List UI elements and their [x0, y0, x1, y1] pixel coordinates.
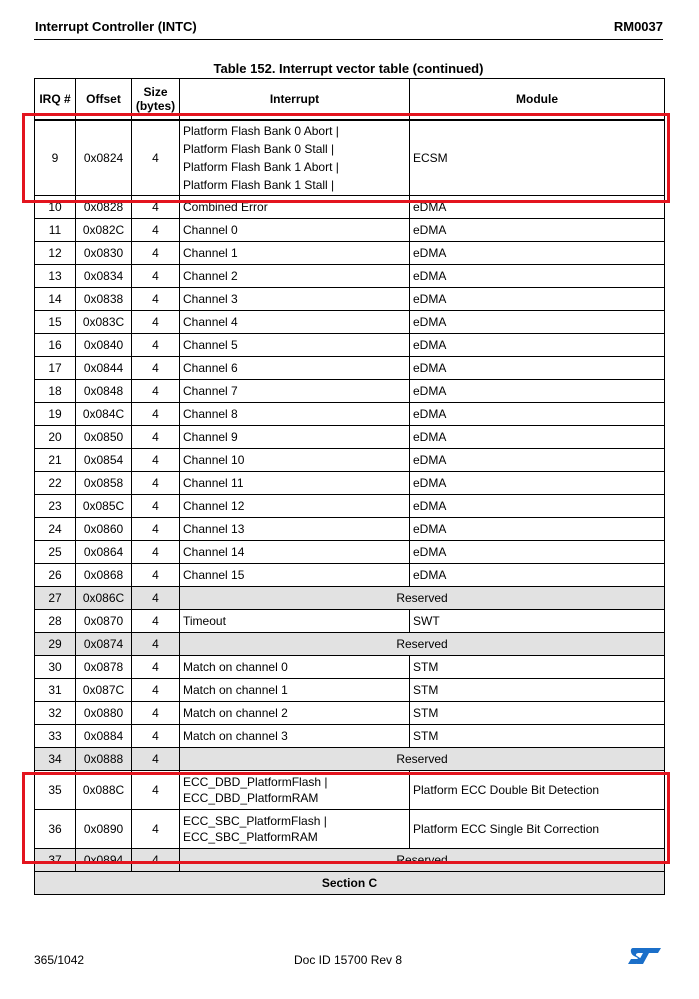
cell-offset: 0x082C [76, 219, 132, 242]
header-rule [34, 39, 663, 40]
cell-interrupt [180, 380, 410, 403]
cell-irq: 37 [35, 849, 76, 872]
cell-irq: 36 [35, 810, 76, 849]
cell-interrupt [180, 449, 410, 472]
interrupt-line: Platform Flash Bank 1 Stall | [183, 178, 335, 192]
cell-interrupt [180, 656, 410, 679]
cell-offset: 0x086C [76, 587, 132, 610]
cell-size: 4 [132, 288, 180, 311]
cell-module: STM [410, 656, 665, 679]
col-irq-header: IRQ # [35, 79, 76, 121]
interrupt-line: Match on channel 1 [183, 682, 288, 697]
cell-offset: 0x0878 [76, 656, 132, 679]
interrupt-line: Channel 8 [183, 406, 238, 421]
cell-module: eDMA [410, 495, 665, 518]
cell-module: ECSM [410, 120, 665, 196]
footer-page-number: 365/1042 [34, 953, 85, 967]
cell-offset: 0x0830 [76, 242, 132, 265]
cell-irq: 33 [35, 725, 76, 748]
cell-offset: 0x0884 [76, 725, 132, 748]
interrupt-line: Channel 13 [183, 521, 245, 536]
cell-size: 4 [132, 656, 180, 679]
cell-size: 4 [132, 610, 180, 633]
col-size-line1: Size [143, 85, 168, 99]
cell-module: STM [410, 725, 665, 748]
cell-irq: 12 [35, 242, 76, 265]
cell-offset: 0x084C [76, 403, 132, 426]
highlight-box-irq35-36 [22, 772, 670, 864]
cell-offset: 0x085C [76, 495, 132, 518]
table-row [35, 449, 665, 472]
cell-irq: 15 [35, 311, 76, 334]
cell-module: Platform ECC Double Bit Detection [410, 771, 665, 810]
interrupt-line: Match on channel 2 [183, 705, 288, 720]
cell-module: eDMA [410, 357, 665, 380]
cell-module: eDMA [410, 380, 665, 403]
cell-interrupt [180, 472, 410, 495]
cell-offset: 0x0858 [76, 472, 132, 495]
cell-size: 4 [132, 472, 180, 495]
cell-module: Platform ECC Single Bit Correction [410, 810, 665, 849]
cell-module: eDMA [410, 403, 665, 426]
cell-size: 4 [132, 587, 180, 610]
table-row [35, 518, 665, 541]
cell-reserved: Reserved [180, 748, 665, 771]
cell-offset: 0x0880 [76, 702, 132, 725]
table-row [35, 426, 665, 449]
interrupt-line: Combined Error [183, 199, 268, 214]
cell-irq: 32 [35, 702, 76, 725]
cell-size: 4 [132, 748, 180, 771]
cell-module: eDMA [410, 219, 665, 242]
cell-size: 4 [132, 518, 180, 541]
cell-offset: 0x0834 [76, 265, 132, 288]
header-section-title: Interrupt Controller (INTC) [35, 19, 197, 34]
table-row [35, 564, 665, 587]
cell-offset: 0x0840 [76, 334, 132, 357]
cell-interrupt [180, 311, 410, 334]
cell-interrupt [180, 725, 410, 748]
cell-irq: 25 [35, 541, 76, 564]
cell-module: eDMA [410, 472, 665, 495]
cell-interrupt [180, 610, 410, 633]
cell-size: 4 [132, 120, 180, 196]
cell-irq: 11 [35, 219, 76, 242]
section-row [35, 872, 665, 895]
cell-module: STM [410, 679, 665, 702]
interrupt-line: ECC_SBC_PlatformRAM [183, 830, 318, 844]
cell-module: eDMA [410, 334, 665, 357]
cell-size: 4 [132, 219, 180, 242]
table-row [35, 748, 665, 771]
table-row [35, 656, 665, 679]
cell-size: 4 [132, 679, 180, 702]
cell-offset: 0x0864 [76, 541, 132, 564]
cell-offset: 0x0854 [76, 449, 132, 472]
cell-irq: 34 [35, 748, 76, 771]
table-row [35, 541, 665, 564]
cell-irq: 20 [35, 426, 76, 449]
interrupt-line: Platform Flash Bank 0 Stall | [183, 142, 335, 156]
col-size-line2: (bytes) [135, 99, 176, 113]
cell-interrupt [180, 679, 410, 702]
cell-irq: 28 [35, 610, 76, 633]
interrupt-line: Match on channel 0 [183, 659, 288, 674]
cell-interrupt [180, 426, 410, 449]
interrupt-line: Channel 12 [183, 498, 245, 513]
cell-size: 4 [132, 380, 180, 403]
cell-size: 4 [132, 449, 180, 472]
cell-size: 4 [132, 265, 180, 288]
cell-size: 4 [132, 495, 180, 518]
footer-doc-id: Doc ID 15700 Rev 8 [294, 953, 403, 967]
cell-offset: 0x0870 [76, 610, 132, 633]
cell-size: 4 [132, 564, 180, 587]
cell-offset: 0x088C [76, 771, 132, 810]
table-row [35, 702, 665, 725]
cell-irq: 10 [35, 196, 76, 219]
cell-size: 4 [132, 426, 180, 449]
cell-size: 4 [132, 196, 180, 219]
cell-irq: 24 [35, 518, 76, 541]
cell-module: eDMA [410, 564, 665, 587]
cell-irq: 35 [35, 771, 76, 810]
cell-size: 4 [132, 810, 180, 849]
cell-irq: 18 [35, 380, 76, 403]
cell-size: 4 [132, 725, 180, 748]
interrupt-line: Channel 6 [183, 360, 238, 375]
cell-offset: 0x0868 [76, 564, 132, 587]
cell-irq: 30 [35, 656, 76, 679]
cell-reserved: Reserved [180, 633, 665, 656]
st-logo-icon [627, 946, 663, 966]
interrupt-line: Platform Flash Bank 1 Abort | [183, 160, 339, 174]
cell-interrupt [180, 541, 410, 564]
cell-size: 4 [132, 242, 180, 265]
table-row [35, 265, 665, 288]
cell-module: eDMA [410, 288, 665, 311]
cell-module: eDMA [410, 449, 665, 472]
cell-irq: 29 [35, 633, 76, 656]
cell-module: SWT [410, 610, 665, 633]
cell-interrupt [180, 265, 410, 288]
cell-offset: 0x0824 [76, 120, 132, 196]
table-row [35, 472, 665, 495]
cell-offset: 0x0850 [76, 426, 132, 449]
cell-interrupt [180, 702, 410, 725]
cell-module: eDMA [410, 541, 665, 564]
interrupt-line: Channel 9 [183, 429, 238, 444]
interrupt-line: Channel 2 [183, 268, 238, 283]
cell-size: 4 [132, 334, 180, 357]
interrupt-line: Match on channel 3 [183, 728, 288, 743]
cell-irq: 31 [35, 679, 76, 702]
interrupt-line: Channel 7 [183, 383, 238, 398]
table-row [35, 219, 665, 242]
interrupt-line: Platform Flash Bank 0 Abort | [183, 124, 339, 138]
cell-offset: 0x0844 [76, 357, 132, 380]
interrupt-line: Channel 15 [183, 567, 245, 582]
col-offset-header: Offset [76, 79, 132, 121]
cell-irq: 22 [35, 472, 76, 495]
cell-offset: 0x0888 [76, 748, 132, 771]
table-row [35, 679, 665, 702]
table-row [35, 725, 665, 748]
cell-size: 4 [132, 541, 180, 564]
cell-interrupt [180, 403, 410, 426]
table-row [35, 288, 665, 311]
interrupt-line: ECC_DBD_PlatformFlash | [183, 775, 328, 789]
table-row [35, 587, 665, 610]
cell-irq: 17 [35, 357, 76, 380]
cell-irq: 23 [35, 495, 76, 518]
interrupt-line: Timeout [183, 613, 226, 628]
cell-interrupt [180, 334, 410, 357]
cell-irq: 13 [35, 265, 76, 288]
cell-offset: 0x0890 [76, 810, 132, 849]
cell-offset: 0x0848 [76, 380, 132, 403]
cell-size: 4 [132, 633, 180, 656]
cell-irq: 9 [35, 120, 76, 196]
cell-interrupt [180, 219, 410, 242]
interrupt-line: Channel 0 [183, 222, 238, 237]
cell-offset: 0x0874 [76, 633, 132, 656]
cell-size: 4 [132, 771, 180, 810]
cell-interrupt [180, 288, 410, 311]
cell-module: eDMA [410, 426, 665, 449]
table-row [35, 610, 665, 633]
cell-irq: 21 [35, 449, 76, 472]
cell-size: 4 [132, 702, 180, 725]
cell-size: 4 [132, 311, 180, 334]
table-row [35, 242, 665, 265]
interrupt-line: Channel 14 [183, 544, 245, 559]
cell-size: 4 [132, 357, 180, 380]
interrupt-line: Channel 3 [183, 291, 238, 306]
table-row [35, 311, 665, 334]
cell-interrupt [180, 495, 410, 518]
cell-irq: 19 [35, 403, 76, 426]
cell-reserved: Reserved [180, 849, 665, 872]
table-row [35, 334, 665, 357]
interrupt-line: Channel 4 [183, 314, 238, 329]
table-row [35, 633, 665, 656]
cell-module: eDMA [410, 196, 665, 219]
interrupt-line: ECC_DBD_PlatformRAM [183, 791, 319, 805]
section-label: Section C [35, 872, 665, 895]
col-interrupt-header: Interrupt [180, 79, 410, 121]
cell-module: eDMA [410, 242, 665, 265]
cell-module: STM [410, 702, 665, 725]
cell-size: 4 [132, 403, 180, 426]
cell-offset: 0x083C [76, 311, 132, 334]
interrupt-line: Channel 1 [183, 245, 238, 260]
cell-offset: 0x0838 [76, 288, 132, 311]
table-row [35, 380, 665, 403]
cell-module: eDMA [410, 518, 665, 541]
table-row [35, 495, 665, 518]
table-row [35, 357, 665, 380]
header-doc-code: RM0037 [613, 19, 663, 34]
cell-module: eDMA [410, 265, 665, 288]
highlight-box-irq9 [22, 113, 670, 203]
table-row [35, 403, 665, 426]
cell-reserved: Reserved [180, 587, 665, 610]
cell-irq: 27 [35, 587, 76, 610]
cell-module: eDMA [410, 311, 665, 334]
cell-interrupt [180, 357, 410, 380]
cell-interrupt [180, 564, 410, 587]
interrupt-line: Channel 10 [183, 452, 245, 467]
cell-offset: 0x0894 [76, 849, 132, 872]
cell-irq: 16 [35, 334, 76, 357]
interrupt-line: Channel 11 [183, 475, 244, 490]
cell-interrupt [180, 242, 410, 265]
cell-offset: 0x0860 [76, 518, 132, 541]
table-title: Table 152. Interrupt vector table (continued) [213, 61, 484, 76]
interrupt-line: ECC_SBC_PlatformFlash | [183, 814, 327, 828]
cell-interrupt [180, 518, 410, 541]
interrupt-line: Channel 5 [183, 337, 238, 352]
cell-irq: 14 [35, 288, 76, 311]
cell-size: 4 [132, 849, 180, 872]
col-module-header: Module [410, 79, 665, 121]
cell-offset: 0x087C [76, 679, 132, 702]
cell-offset: 0x0828 [76, 196, 132, 219]
cell-irq: 26 [35, 564, 76, 587]
